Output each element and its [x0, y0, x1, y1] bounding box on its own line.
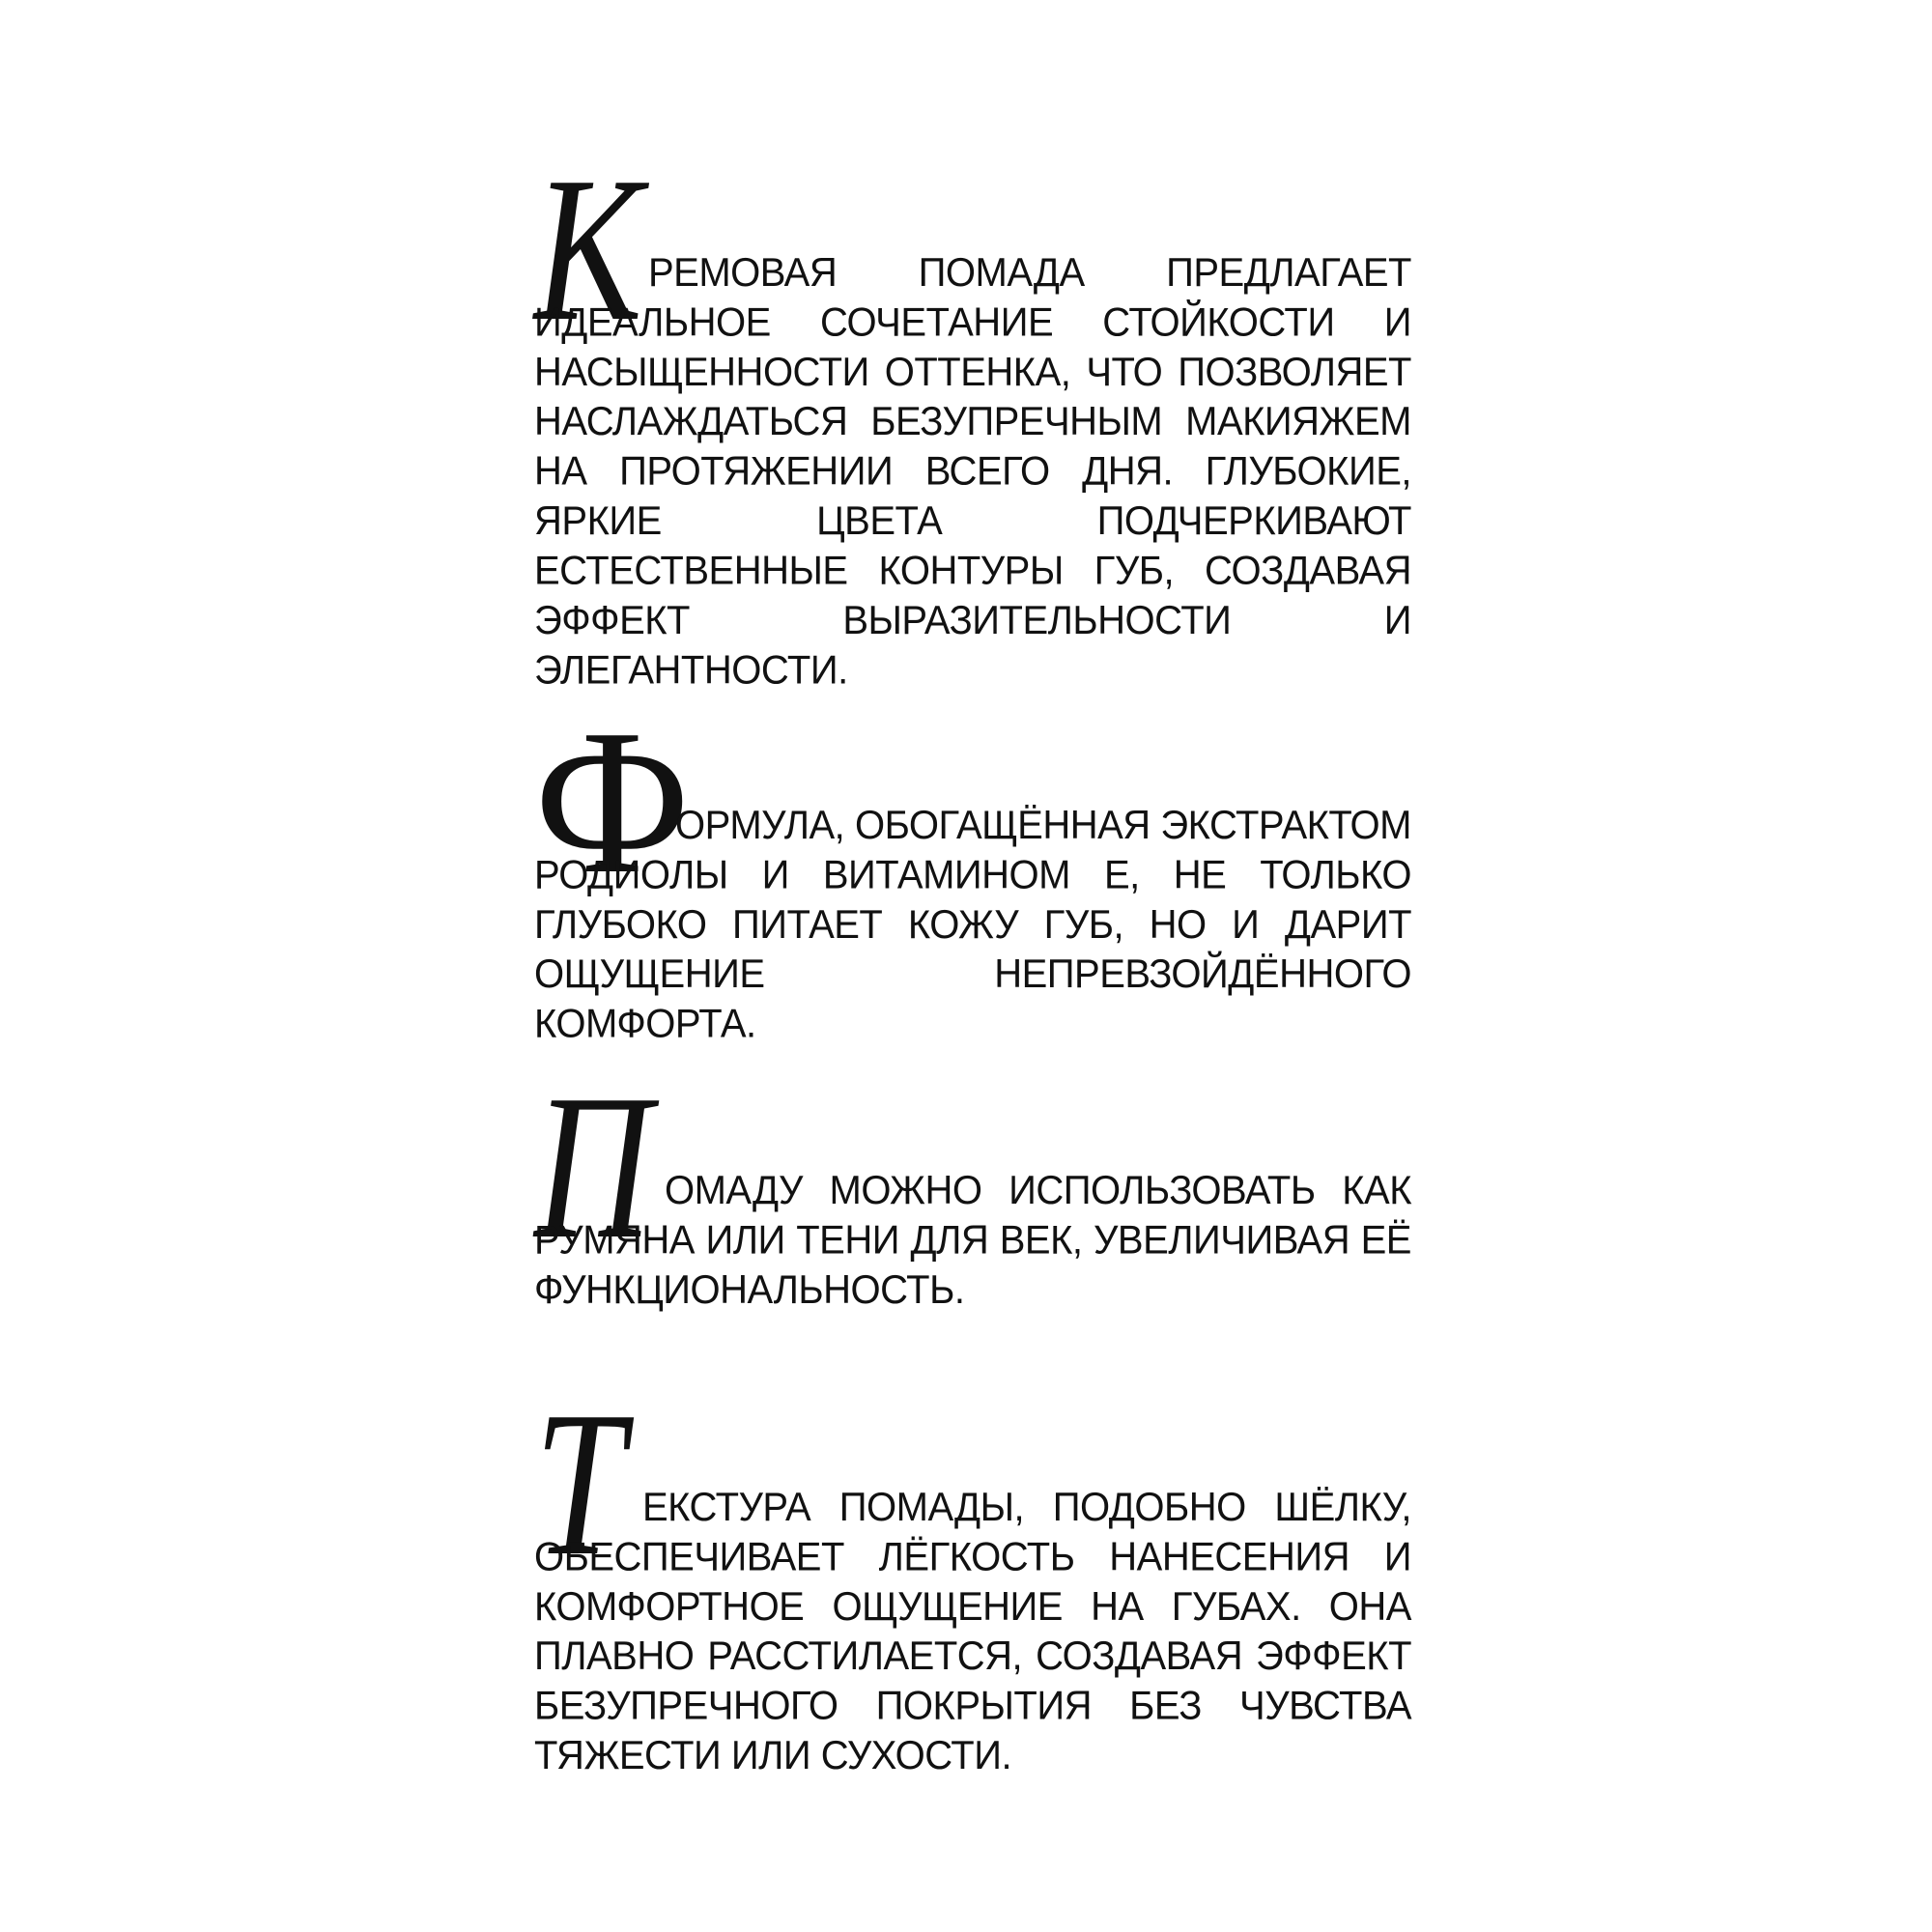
paragraph-tekstura	[534, 1368, 1411, 1785]
paragraph-text-kremovaya-rest: РЕМОВАЯ ПОМАДА ПРЕДЛАГАЕТ ИДЕАЛЬНОЕ СОЧЕТАНИЕ СТОЙКОСТИ И НАСЫЩЕННОСТИ ОТТЕНКА, ЧТО ПОЗВОЛЯЕТ НАСЛАЖДАТЬСЯ БЕЗУПРЕЧНЫМ МАКИЯЖЕМ НА ПРОТЯЖЕНИИ ВСЕГО ДНЯ. ГЛУБОКИЕ, ЯРКИЕ ЦВЕТА ПОДЧЕРКИВАЮТ ЕСТЕСТВЕННЫЕ КОНТУРЫ ГУБ, СОЗДАВАЯ ЭФФЕКТ ВЫРАЗИТЕЛЬНОСТИ И ЭЛЕГАНТНОСТИ.	[534, 250, 1411, 693]
paragraph-text-pomadu-rest: ОМАДУ МОЖНО ИСПОЛЬЗОВАТЬ КАК РУМЯНА ИЛИ ТЕНИ ДЛЯ ВЕК, УВЕЛИЧИВАЯ ЕЁ ФУНКЦИОНАЛЬНОСТЬ.	[534, 1168, 1411, 1313]
drop-cap-p: П	[534, 1051, 652, 1282]
paragraph-text-pomadu	[534, 1166, 1411, 1315]
paragraph-formula	[534, 686, 1411, 1047]
paragraph-kremovaya	[534, 133, 1411, 693]
drop-cap-t: Т	[534, 1368, 625, 1599]
paragraph-text-kremovaya	[534, 248, 1411, 696]
paragraph-text-formula	[534, 801, 1411, 1049]
paragraph-pomadu	[534, 1051, 1411, 1314]
paragraph-text-tekstura	[534, 1483, 1411, 1781]
drop-cap-k: К	[534, 133, 642, 364]
paragraph-text-formula-rest: ОРМУЛА, ОБОГАЩЁННАЯ ЭКСТРАКТОМ РОДИОЛЫ И ВИТАМИНОМ Е, НЕ ТОЛЬКО ГЛУБОКО ПИТАЕТ КОЖУ ГУБ, НО И ДАРИТ ОЩУЩЕНИЕ НЕПРЕВЗОЙДЁННОГО КОМФОРТА.	[534, 803, 1411, 1047]
drop-cap-f: Ф	[534, 686, 691, 917]
paragraph-text-tekstura-rest: ЕКСТУРА ПОМАДЫ, ПОДОБНО ШЁЛКУ, ОБЕСПЕЧИВАЕТ ЛЁГКОСТЬ НАНЕСЕНИЯ И КОМФОРТНОЕ ОЩУЩЕНИЕ НА ГУБАХ. ОНА ПЛАВНО РАССТИЛАЕТСЯ, СОЗДАВАЯ ЭФФЕКТ БЕЗУПРЕЧНОГО ПОКРЫТИЯ БЕЗ ЧУВСТВА ТЯЖЕСТИ ИЛИ СУХОСТИ.	[534, 1485, 1411, 1778]
